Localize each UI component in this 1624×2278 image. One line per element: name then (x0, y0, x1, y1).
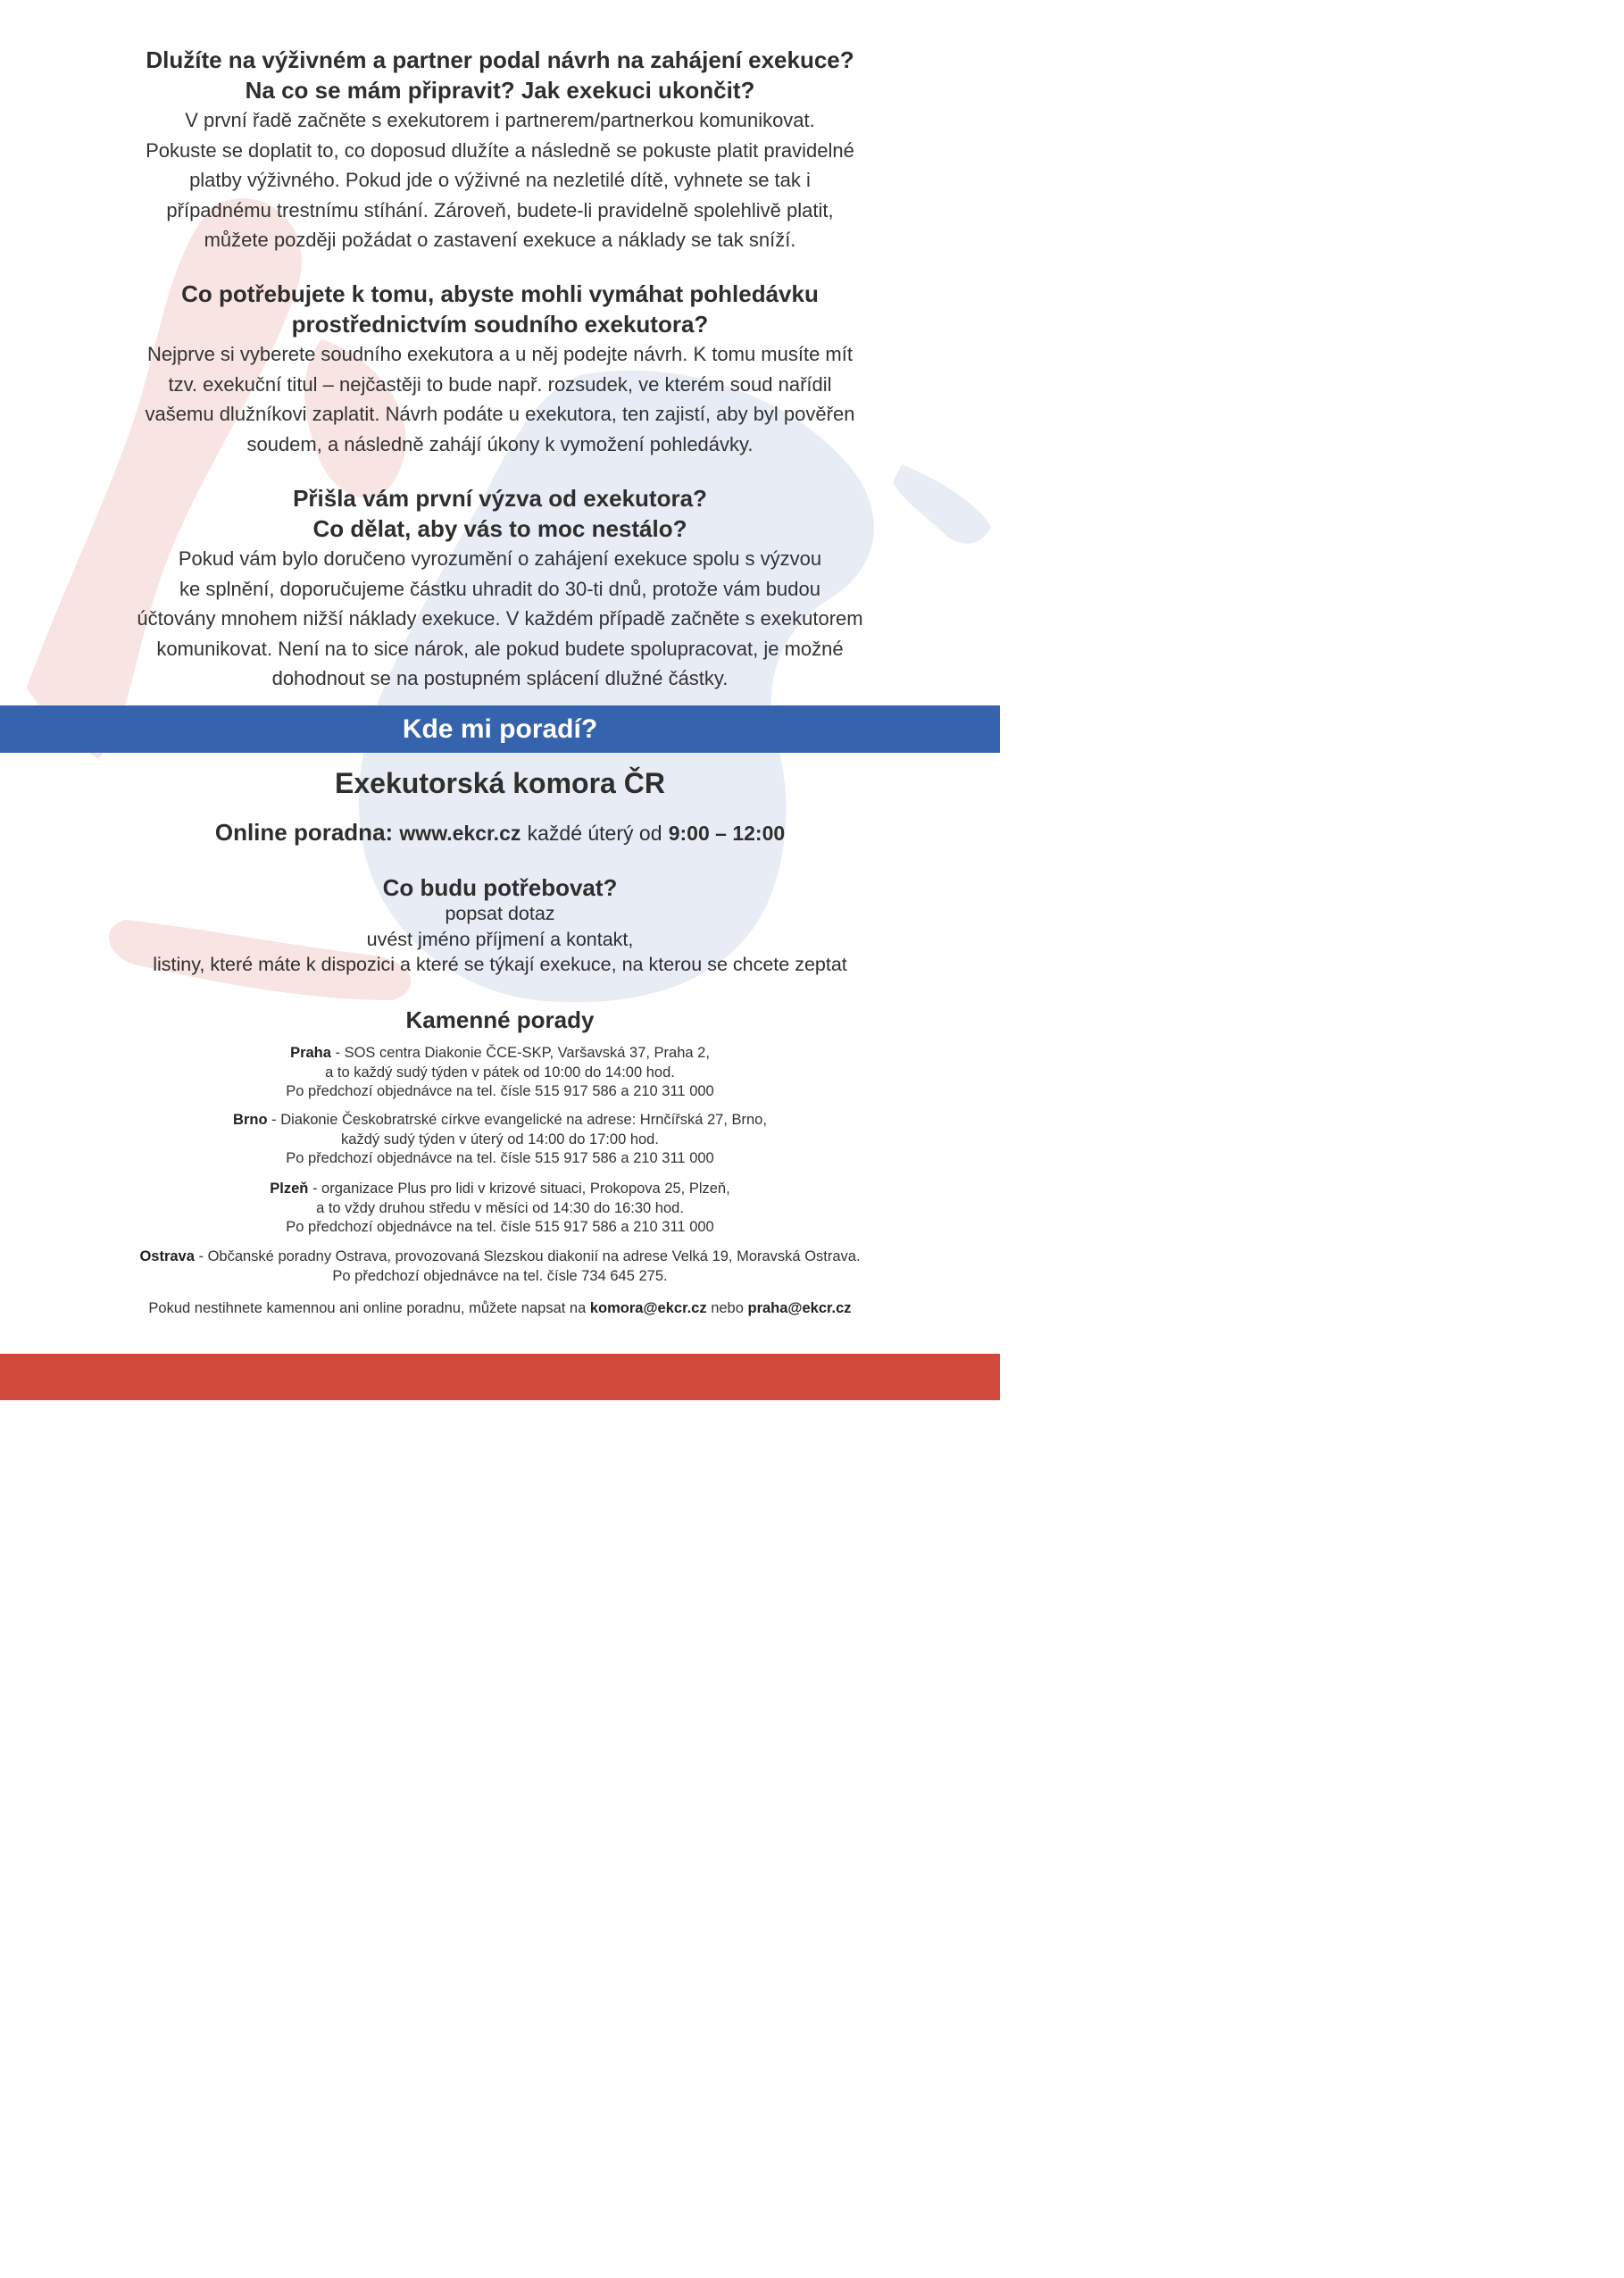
address-line: - organizace Plus pro lidi v krizové situaci, Prokopova 25, Plzeň, (308, 1181, 730, 1197)
body-line: Pokud vám bylo doručeno vyrozumění o zahájení exekuce spolu s výzvou (178, 547, 822, 570)
email-link-komora[interactable]: komora@ekcr.cz (589, 1300, 707, 1316)
heading-line: Co potřebujete k tomu, abyste mohli vymáhat pohledávku (181, 280, 819, 307)
city-name: Brno (233, 1112, 268, 1128)
body-line: Nejprve si vyberete soudního exekutora a u něj podejte návrh. K tomu musíte mít (147, 343, 853, 365)
body-line: případnému trestnímu stíhání. Zároveň, budete-li pravidelně spolehlivě platit, (166, 198, 834, 221)
heading-line: Dlužíte na výživném a partner podal návrh na zahájení exekuce? (146, 46, 854, 73)
online-schedule-text: každé úterý od (527, 822, 662, 845)
footer-bar (0, 1354, 1000, 1400)
heading-line: prostřednictvím soudního exekutora? (291, 311, 709, 338)
contact-text: Pokud nestihnete kamennou ani online poradnu, můžete napsat na (148, 1300, 590, 1316)
org-title: Exekutorská komora ČR (335, 767, 665, 799)
email-contact (36, 1299, 964, 1319)
consultation-brno (36, 1111, 964, 1169)
consultation-plzen (36, 1180, 964, 1238)
phone-line: Po předchozí objednávce na tel. čísle 515 917 586 a 210 311 000 (286, 1083, 714, 1099)
body-line: soudem, a následně zahájí úkony k vymožení pohledávky. (246, 432, 754, 455)
in-person-consultations (36, 1006, 964, 1033)
section-body (36, 105, 964, 255)
section-debt-recovery (36, 279, 964, 459)
city-name: Praha (290, 1045, 331, 1061)
section-alimony-debt (36, 45, 964, 255)
city-name: Ostrava (139, 1248, 195, 1264)
body-line: vašemu dlužníkovi zaplatit. Návrh podáte u exekutora, ten zajistí, aby byl pověřen (145, 403, 855, 425)
section-heading (36, 483, 964, 544)
section-body (36, 339, 964, 459)
requirement-item: popsat dotaz (445, 903, 555, 924)
requirements (36, 874, 964, 978)
body-line: komunikovat. Není na to sice nárok, ale pokud budete spolupracovat, je možné (156, 637, 844, 660)
schedule-line: každý sudý týden v úterý od 14:00 do 17:00 hod. (341, 1131, 659, 1147)
heading-line: Co dělat, aby vás to moc nestálo? (312, 515, 687, 542)
city-name: Plzeň (270, 1181, 309, 1197)
consultation-praha (36, 1044, 964, 1102)
requirements-title: Co budu potřebovat? (382, 874, 618, 901)
website-link[interactable]: www.ekcr.cz (399, 822, 521, 845)
online-label: Online poradna: (214, 819, 394, 846)
org-block (36, 765, 964, 801)
address-line: - Diakonie Českobratrské církve evangelické na adrese: Hrnčířská 27, Brno, (267, 1112, 767, 1128)
requirement-item: uvést jméno příjmení a kontakt, (366, 928, 634, 950)
schedule-line: a to vždy druhou středu v měsíci od 14:30 do 16:30 hod. (316, 1199, 684, 1216)
address-line: - SOS centra Diakonie ČCE-SKP, Varšavská 37, Praha 2, (330, 1045, 710, 1061)
requirement-item: listiny, které máte k dispozici a které se týkají exekuce, na kterou se chcete zeptat (153, 954, 847, 975)
where-to-get-advice-banner: Kde mi poradí? (0, 705, 1000, 753)
email-link-praha[interactable]: praha@ekcr.cz (747, 1300, 852, 1316)
body-line: můžete později požádat o zastavení exekuce a náklady se tak sníží. (204, 229, 796, 251)
in-person-title: Kamenné porady (405, 1006, 595, 1033)
online-time: 9:00 – 12:00 (668, 822, 786, 845)
body-line: ke splnění, doporučujeme částku uhradit do 30-ti dnů, protože vám budou (179, 577, 820, 600)
heading-line: Na co se mám připravit? Jak exekuci ukončit? (245, 77, 755, 104)
consultation-ostrava (36, 1247, 964, 1286)
body-line: dohodnout se na postupném splácení dlužné částky. (271, 667, 729, 689)
body-line: tzv. exekuční titul – nejčastěji to bude např. rozsudek, ve kterém soud nařídil (168, 372, 832, 396)
contact-or: nebo (706, 1300, 748, 1316)
body-line: V první řadě začněte s exekutorem i partnerem/partnerkou komunikovat. (185, 109, 815, 131)
section-first-notice (36, 483, 964, 694)
body-line: platby výživného. Pokud jde o výživné na nezletilé dítě, vyhnete se tak i (189, 169, 811, 191)
section-body (36, 544, 964, 694)
section-heading (36, 45, 964, 105)
body-line: Pokuste se doplatit to, co doposud dlužíte a následně se pokuste platit pravidelné (146, 138, 854, 162)
phone-line: Po předchozí objednávce na tel. čísle 734 645 275. (332, 1267, 668, 1284)
phone-line: Po předchozí objednávce na tel. čísle 515 917 586 a 210 311 000 (286, 1219, 714, 1235)
address-line: - Občanské poradny Ostrava, provozovaná Slezskou diakonií na adrese Velká 19, Moravská Ostrava. (194, 1248, 861, 1264)
online-consultation (36, 817, 964, 848)
phone-line: Po předchozí objednávce na tel. čísle 515 917 586 a 210 311 000 (286, 1150, 714, 1166)
section-heading (36, 279, 964, 339)
body-line: účtovány mnohem nižší náklady exekuce. V každém případě začněte s exekutorem (137, 607, 863, 630)
schedule-line: a to každý sudý týden v pátek od 10:00 do 14:00 hod. (325, 1064, 675, 1081)
heading-line: Přišla vám první výzva od exekutora? (293, 485, 707, 512)
